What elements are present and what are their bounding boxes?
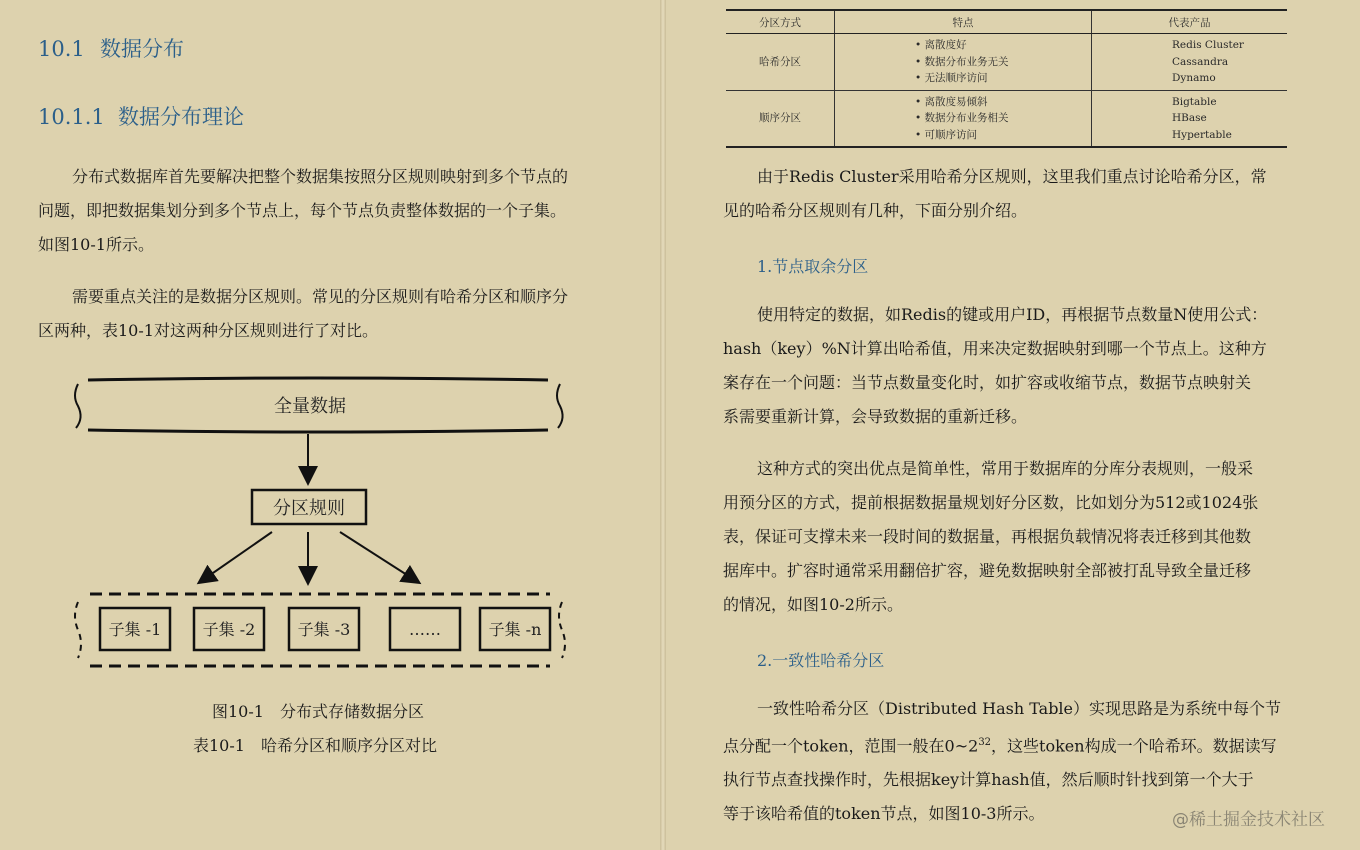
text-line: 一致性哈希分区（Distributed Hash Table）实现思路是为系统中每个节 xyxy=(757,699,1282,718)
subsection-number: 10.1.1 xyxy=(38,105,105,129)
superscript: 32 xyxy=(978,737,992,748)
text-line: 的情况，如图10-2所示。 xyxy=(723,595,903,614)
feature-item: • 数据分布业务相关 xyxy=(915,112,1009,124)
text-line: 这种方式的突出优点是简单性，常用于数据库的分库分表规则，一般采 xyxy=(757,459,1254,478)
feature-item: • 离散度易倾斜 xyxy=(915,95,988,108)
table-row xyxy=(726,90,1287,147)
text-line: 由于Redis Cluster采用哈希分区规则，这里我们重点讨论哈希分区，常 xyxy=(757,167,1267,186)
product-item: Bigtable xyxy=(1172,95,1217,108)
text-line: 据库中。扩容时通常采用翻倍扩容，避免数据映射全部被打乱导致全量迁移 xyxy=(723,561,1252,580)
section-title: 数据分布 xyxy=(100,37,184,61)
method-cell: 顺序分区 xyxy=(726,90,835,147)
subheading-modulo-partition: 1.节点取余分区 xyxy=(757,257,869,276)
method-cell: 哈希分区 xyxy=(726,34,835,91)
product-item: Hypertable xyxy=(1172,128,1232,141)
text-line: 系需要重新计算，会导致数据的重新迁移。 xyxy=(723,407,1028,426)
text-line: 见的哈希分区规则有几种，下面分别介绍。 xyxy=(723,201,1028,220)
subset-label: 子集 -2 xyxy=(202,620,256,639)
text-line: hash（key）%N计算出哈希值，用来决定数据映射到哪一个节点上。这种方 xyxy=(723,339,1267,358)
partition-comparison-table xyxy=(726,9,1287,148)
full-data-label: 全量数据 xyxy=(274,396,346,417)
right-paragraph-3 xyxy=(723,452,1258,622)
text-line: 使用特定的数据，如Redis的键或用户ID，再根据节点数量N使用公式： xyxy=(757,305,1268,324)
subset-box xyxy=(289,608,359,650)
text-line: 用预分区的方式，提前根据数据量规划好分区数，比如划分为512或1024张 xyxy=(723,493,1259,512)
product-item: Redis Cluster xyxy=(1172,39,1244,51)
table-row xyxy=(726,34,1287,91)
product-item: Dynamo xyxy=(1172,72,1216,84)
feature-item: • 无法顺序访问 xyxy=(915,72,988,84)
text-line: 分布式数据库首先要解决把整个数据集按照分区规则映射到多个节点的 xyxy=(72,167,569,186)
text-line: 执行节点查找操作时，先根据key计算hash值，然后顺时针找到第一个大于 xyxy=(723,770,1254,790)
text-line: 问题，即把数据集划分到多个节点上，每个节点负责整体数据的一个子集。 xyxy=(38,201,567,220)
subheading-consistent-hash: 2.一致性哈希分区 xyxy=(757,651,885,670)
right-paragraph-1 xyxy=(723,160,1267,228)
left-paragraph-2 xyxy=(38,280,568,348)
feature-item: • 离散度好 xyxy=(915,39,967,51)
text-fragment: 点分配一个token，范围一般在0~2 xyxy=(723,736,979,756)
feature-item: • 可顺序访问 xyxy=(915,128,978,141)
feature-item: • 数据分布业务无关 xyxy=(915,55,1009,68)
subset-box xyxy=(100,608,170,650)
header-cell: 分区方式 xyxy=(726,10,835,34)
table-caption: 表10-1 哈希分区和顺序分区对比 xyxy=(193,736,437,755)
table-header-row xyxy=(726,10,1287,34)
text-line: 案存在一个问题：当节点数量变化时，如扩容或收缩节点，数据节点映射关 xyxy=(723,373,1252,392)
subset-label: 子集 -1 xyxy=(108,620,162,639)
text-line: 需要重点关注的是数据分区规则。常见的分区规则有哈希分区和顺序分 xyxy=(72,287,569,306)
text-line: 区两种，表10-1对这两种分区规则进行了对比。 xyxy=(38,321,378,340)
subset-label: …… xyxy=(409,620,441,639)
subset-label: 子集 -n xyxy=(488,620,542,639)
right-paragraph-2 xyxy=(723,298,1267,434)
partition-rule-label: 分区规则 xyxy=(273,498,345,519)
text-fragment: ，这些token构成一个哈希环。数据读写 xyxy=(991,736,1277,756)
left-paragraph-1 xyxy=(38,160,568,262)
section-heading xyxy=(38,33,184,63)
text-line: 如图10-1所示。 xyxy=(38,235,154,254)
products-cell xyxy=(1092,90,1288,147)
features-cell xyxy=(835,90,1092,147)
full-data-band xyxy=(75,378,563,432)
product-item: HBase xyxy=(1172,112,1207,124)
products-cell xyxy=(1092,34,1288,91)
product-item: Cassandra xyxy=(1172,55,1229,68)
watermark: @稀土掘金技术社区 xyxy=(1172,810,1325,830)
section-number: 10.1 xyxy=(38,37,85,61)
text-line: 等于该哈希值的token节点，如图10-3所示。 xyxy=(723,804,1045,824)
text-line: 表，保证可支撑未来一段时间的数据量，再根据负载情况将表迁移到其他数 xyxy=(723,527,1252,546)
subset-label: 子集 -3 xyxy=(297,620,351,639)
subset-box xyxy=(194,608,264,650)
text-line xyxy=(723,726,1281,763)
subsection-title: 数据分布理论 xyxy=(118,105,244,129)
header-cell: 特点 xyxy=(835,10,1092,34)
subset-box xyxy=(390,608,460,650)
subset-box xyxy=(480,608,550,650)
subsection-heading xyxy=(38,101,244,131)
figure-10-1-diagram xyxy=(60,372,580,677)
header-cell: 代表产品 xyxy=(1092,10,1288,34)
partition-rule-box xyxy=(252,490,366,524)
figure-caption: 图10-1 分布式存储数据分区 xyxy=(212,702,424,721)
features-cell xyxy=(835,34,1092,91)
